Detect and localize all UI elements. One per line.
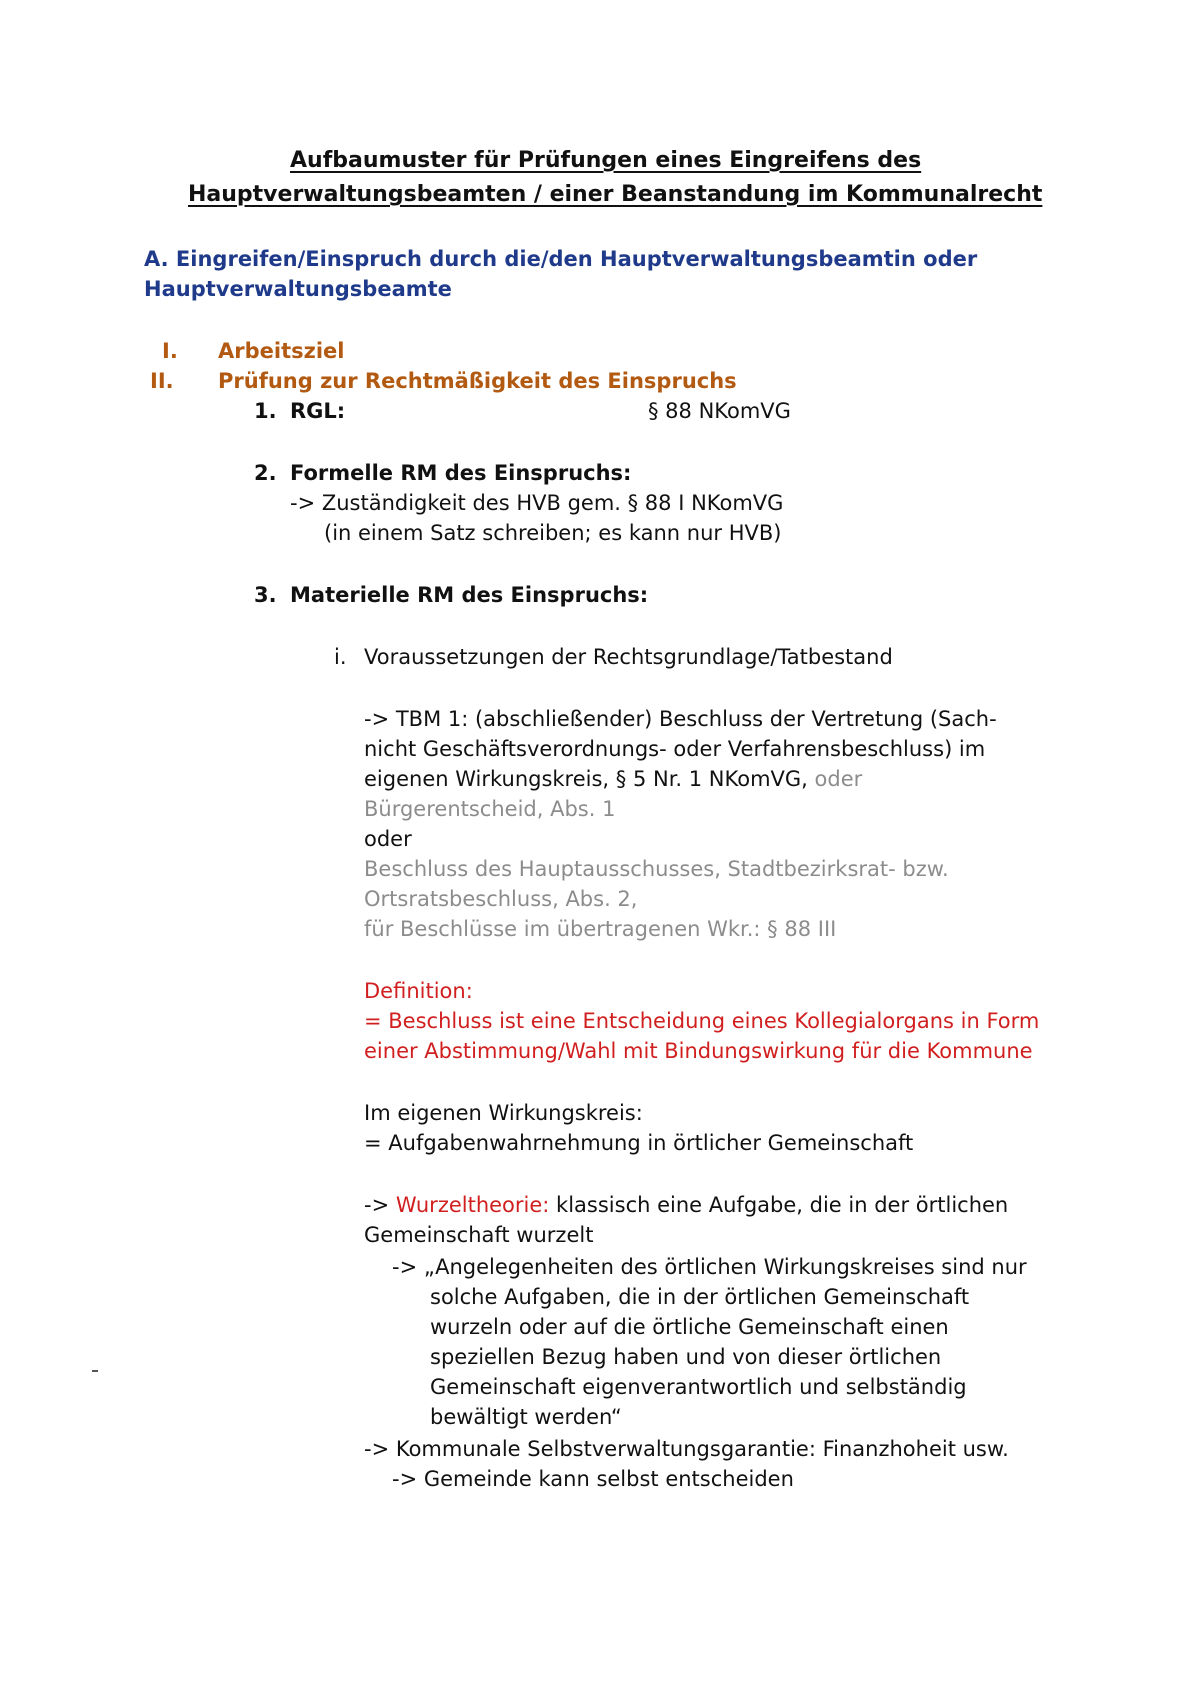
tbm-line-2: nicht Geschäftsverordnungs- oder Verfahrensbeschluss) im <box>364 737 986 761</box>
tbm-line-5: oder <box>364 827 412 851</box>
wurzel-rest: klassisch eine Aufgabe, die in der örtlichen <box>549 1193 1009 1217</box>
item-2-sub-1: -> Zuständigkeit des HVB gem. § 88 I NKomVG <box>290 491 784 515</box>
item-3-label: Materielle RM des Einspruchs: <box>290 583 649 607</box>
wurzel-arrow: -> <box>364 1193 396 1217</box>
sub-i-text: Voraussetzungen der Rechtsgrundlage/Tatbestand <box>364 645 893 669</box>
wurzel-term: Wurzeltheorie: <box>395 1193 550 1217</box>
roman-ii-text: Prüfung zur Rechtmäßigkeit des Einspruchs <box>218 369 737 393</box>
roman-i-text: Arbeitsziel <box>218 339 345 363</box>
definition-line-1: = Beschluss ist eine Entscheidung eines Kollegialorgans in Form <box>364 1009 1040 1033</box>
wurzel-line-2: Gemeinschaft wurzelt <box>364 1223 594 1247</box>
quote-line-1: -> „Angelegenheiten des örtlichen Wirkungskreises sind nur <box>392 1255 1027 1279</box>
item-2-label: Formelle RM des Einspruchs: <box>290 461 632 485</box>
definition-heading: Definition: <box>364 979 473 1003</box>
section-a-heading-line-2: Hauptverwaltungsbeamte <box>144 277 452 301</box>
margin-mark <box>92 1370 98 1372</box>
tbm-line-7: Ortsratsbeschluss, Abs. 2, <box>364 887 638 911</box>
item-1-number: 1. <box>254 399 277 423</box>
tbm-line-3 <box>364 764 862 794</box>
kommunal-line-2: -> Gemeinde kann selbst entscheiden <box>392 1467 794 1491</box>
sub-i-number: i. <box>334 645 347 669</box>
kommunal-line-1: -> Kommunale Selbstverwaltungsgarantie: Finanzhoheit usw. <box>364 1437 1009 1461</box>
definition-line-2: einer Abstimmung/Wahl mit Bindungswirkung für die Kommune <box>364 1039 1033 1063</box>
quote-line-2: solche Aufgaben, die in der örtlichen Gemeinschaft <box>430 1285 970 1309</box>
item-2-number: 2. <box>254 461 277 485</box>
roman-i-number: I. <box>162 339 178 363</box>
tbm-line-1: -> TBM 1: (abschließender) Beschluss der Vertretung (Sach- <box>364 707 997 731</box>
quote-line-6: bewältigt werden“ <box>430 1405 622 1429</box>
wirkungskreis-text: = Aufgabenwahrnehmung in örtlicher Gemeinschaft <box>364 1131 914 1155</box>
tbm-line-8: für Beschlüsse im übertragenen Wkr.: § 88 III <box>364 917 837 941</box>
tbm-line-3-oder: oder <box>814 767 863 791</box>
quote-line-4: speziellen Bezug haben und von dieser örtlichen <box>430 1345 942 1369</box>
section-a-heading-line-1: A. Eingreifen/Einspruch durch die/den Hauptverwaltungsbeamtin oder <box>144 247 978 271</box>
document-title-line-2: Hauptverwaltungsbeamten / einer Beanstandung im Kommunalrecht <box>188 182 1043 207</box>
item-1-reference: § 88 NKomVG <box>648 399 791 423</box>
wirkungskreis-heading: Im eigenen Wirkungskreis: <box>364 1101 643 1125</box>
quote-line-5: Gemeinschaft eigenverantwortlich und selbständig <box>430 1375 967 1399</box>
roman-ii-number: II. <box>150 369 174 393</box>
item-3-number: 3. <box>254 583 277 607</box>
tbm-line-4: Bürgerentscheid, Abs. 1 <box>364 797 616 821</box>
quote-line-3: wurzeln oder auf die örtliche Gemeinschaft einen <box>430 1315 949 1339</box>
tbm-line-3-text: eigenen Wirkungskreis, § 5 Nr. 1 NKomVG, <box>364 767 815 791</box>
document-title-line-1: Aufbaumuster für Prüfungen eines Eingreifens des <box>290 148 922 173</box>
item-2-sub-2: (in einem Satz schreiben; es kann nur HVB) <box>324 521 782 545</box>
item-1-label: RGL: <box>290 399 346 423</box>
tbm-line-6: Beschluss des Hauptausschusses, Stadtbezirksrat- bzw. <box>364 857 949 881</box>
wurzel-line-1 <box>364 1190 1008 1220</box>
